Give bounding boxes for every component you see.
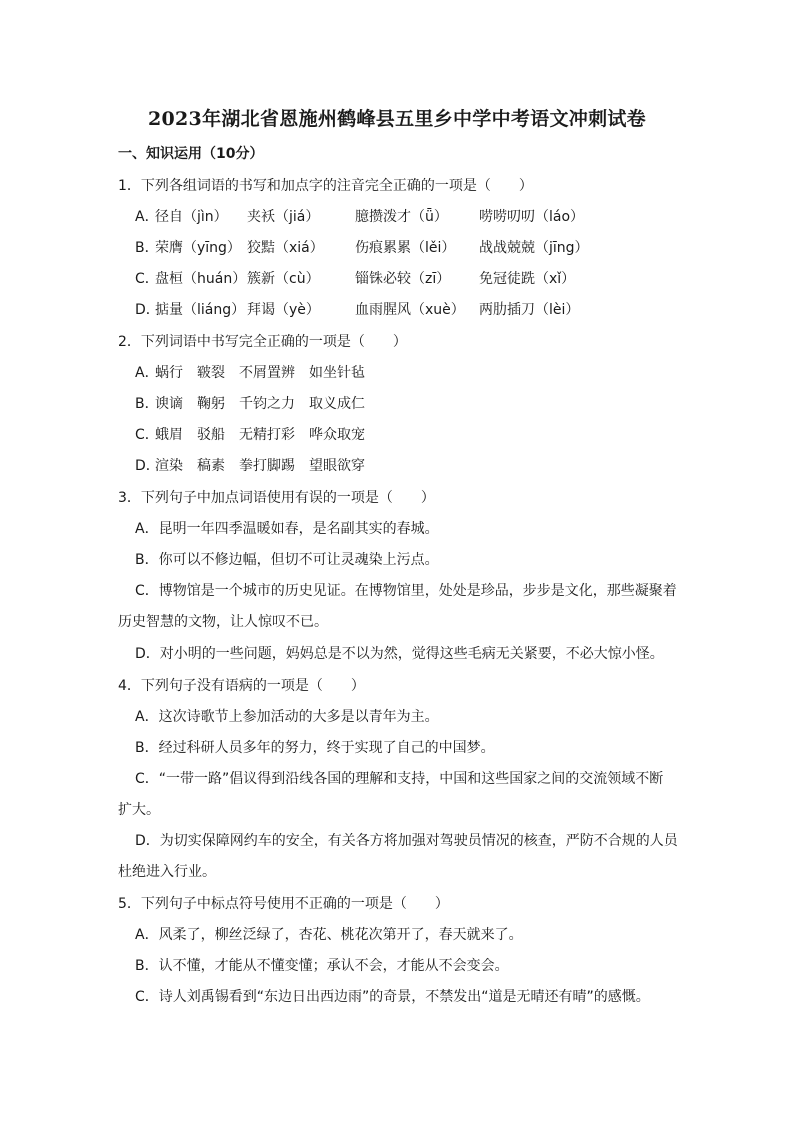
question-4-stem: 4．下列句子没有语病的一项是（ ）: [118, 678, 365, 694]
option-item: 唠唠叨叨（láo）: [479, 209, 585, 225]
q4-option-d: D．为切实保障网约车的安全，有关各方将加强对驾驶员情况的核查，严防不合规的人员: [135, 833, 678, 849]
option-item: 荣膺（yīng）: [155, 240, 241, 256]
option-item: 簇新（cù）: [247, 271, 320, 287]
option-item: 渲染: [155, 458, 183, 474]
option-item: 掂量（liáng）: [155, 302, 246, 318]
option-item: 取义成仁: [309, 396, 365, 412]
q3-option-c: C．博物馆是一个城市的历史见证。在博物馆里，处处是珍品，步步是文化，那些凝聚着: [135, 583, 677, 599]
exam-title: 2023年湖北省恩施州鹤峰县五里乡中学中考语文冲刺试卷: [148, 108, 646, 130]
q4-option-b: B．经过科研人员多年的努力，终于实现了自己的中国梦。: [135, 740, 495, 756]
option-item: 不屑置辨: [239, 365, 295, 381]
option-item: 千钧之力: [239, 396, 295, 412]
option-item: 无精打彩: [239, 427, 295, 443]
q3-option-c-cont: 历史智慧的文物，让人惊叹不已。: [118, 614, 328, 630]
question-1-stem: 1．下列各组词语的书写和加点字的注音完全正确的一项是（ ）: [118, 178, 533, 194]
option-item: 两肋插刀（lèi）: [479, 302, 580, 318]
section-heading: 一、知识运用（10分）: [118, 146, 264, 162]
option-item: 鞠躬: [197, 396, 225, 412]
option-item: 蛾眉: [155, 427, 183, 443]
option-item: 拳打脚踢: [239, 458, 295, 474]
q1-option-d: [135, 300, 579, 320]
option-item: 驳船: [197, 427, 225, 443]
option-item: 战战兢兢（jīng）: [479, 240, 589, 256]
option-label: D．: [135, 458, 160, 474]
option-item: 夹袄（jiá）: [247, 209, 320, 225]
question-5-stem: 5．下列句子中标点符号使用不正确的一项是（ ）: [118, 896, 449, 912]
option-label: A．: [135, 209, 159, 225]
option-item: 如坐针毡: [309, 365, 365, 381]
option-item: 望眼欲穿: [309, 458, 365, 474]
option-label: D．: [135, 302, 160, 318]
option-item: 谀谪: [155, 396, 183, 412]
q3-option-b: B．你可以不修边幅，但切不可让灵魂染上污点。: [135, 552, 439, 568]
q4-option-a: A．这次诗歌节上参加活动的大多是以青年为主。: [135, 709, 439, 725]
option-item: 哗众取宠: [309, 427, 365, 443]
question-2-stem: 2．下列词语中书写完全正确的一项是（ ）: [118, 334, 407, 350]
question-3-stem: 3．下列句子中加点词语使用有误的一项是（ ）: [118, 490, 435, 506]
option-item: 蜗行: [155, 365, 183, 381]
q5-option-c: C．诗人刘禹锡看到“东边日出西边雨”的奇景，不禁发出“道是无晴还有晴”的感慨。: [135, 989, 650, 1005]
q1-option-c: [135, 269, 575, 289]
q3-option-a: A．昆明一年四季温暖如春，是名副其实的春城。: [135, 521, 439, 537]
q4-option-c: C．“一带一路”倡议得到沿线各国的理解和支持，中国和这些国家之间的交流领域不断: [135, 771, 664, 787]
option-item: 皲裂: [197, 365, 225, 381]
option-item: 血雨腥风（xuè）: [355, 302, 465, 318]
option-item: 臆攒泼才（ǖ）: [355, 209, 448, 225]
option-item: 盘桓（huán）: [155, 271, 247, 287]
option-label: B．: [135, 240, 159, 256]
q5-option-a: A．风柔了，柳丝泛绿了，杏花、桃花次第开了，春天就来了。: [135, 927, 523, 943]
option-label: C．: [135, 427, 159, 443]
option-item: 狡黠（xiá）: [247, 240, 324, 256]
q2-option-b: [135, 394, 365, 414]
q2-option-a: [135, 363, 365, 383]
option-item: 拜谒（yè）: [247, 302, 320, 318]
q1-option-b: [135, 238, 589, 258]
option-item: 锱铢必较（zī）: [355, 271, 451, 287]
option-label: B．: [135, 396, 159, 412]
option-label: A．: [135, 365, 159, 381]
q1-option-a: [135, 207, 584, 227]
option-item: 伤痕累累（lěi）: [355, 240, 456, 256]
option-item: 稿素: [197, 458, 225, 474]
q4-option-d-cont: 杜绝进入行业。: [118, 864, 216, 880]
q4-option-c-cont: 扩大。: [118, 802, 160, 818]
q5-option-b: B．认不懂，才能从不懂变懂；承认不会，才能从不会变会。: [135, 958, 509, 974]
q2-option-c: [135, 425, 365, 445]
option-label: C．: [135, 271, 159, 287]
option-item: 径自（jìn）: [155, 209, 228, 225]
q2-option-d: [135, 456, 365, 476]
q3-option-d: D．对小明的一些问题，妈妈总是不以为然，觉得这些毛病无关紧要，不必大惊小怪。: [135, 646, 664, 662]
option-item: 免冠徒跣（xǐ）: [479, 271, 576, 287]
